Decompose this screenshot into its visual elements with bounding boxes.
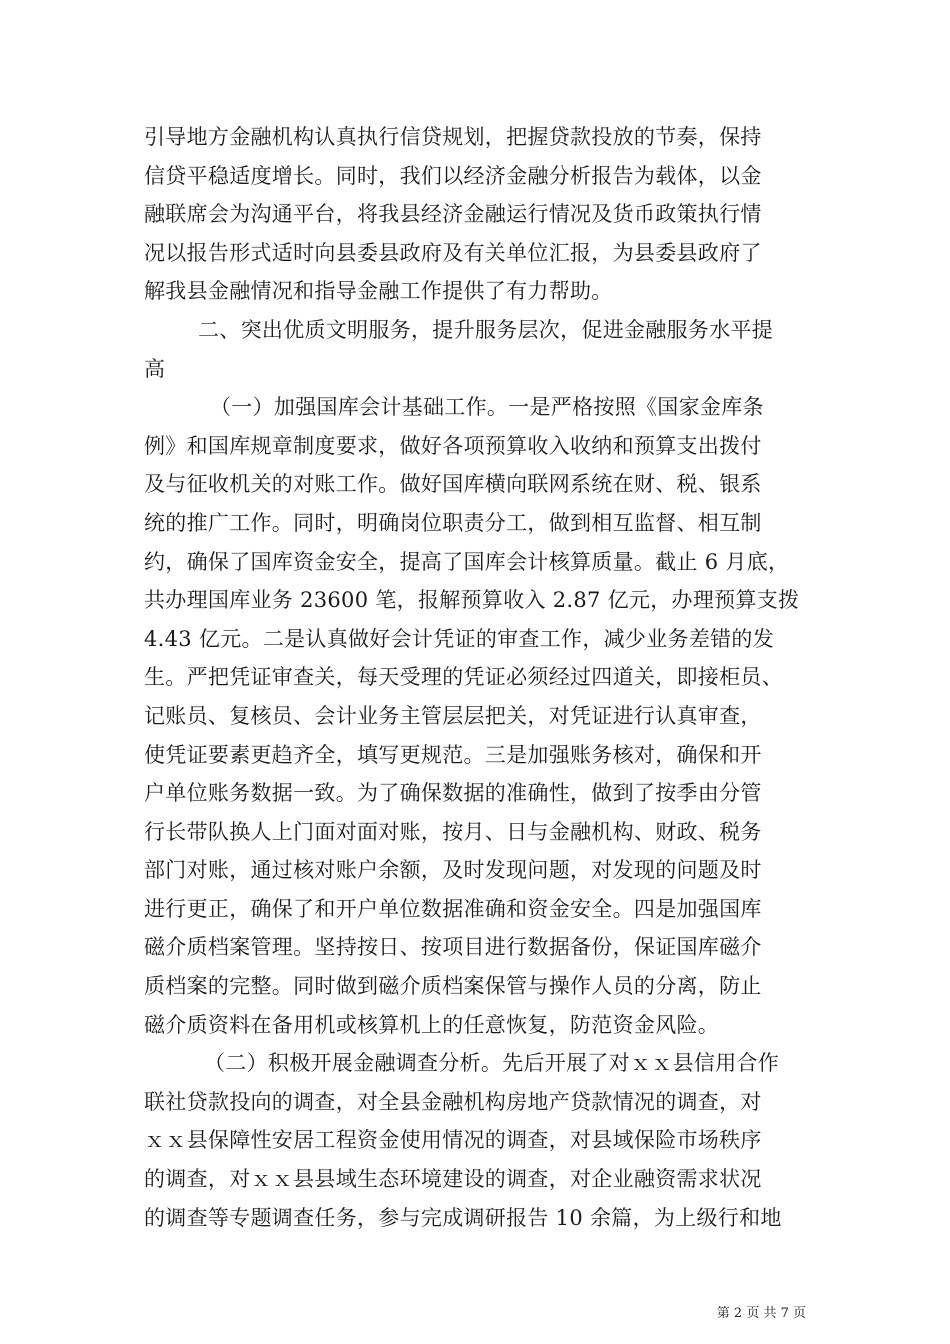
text-line: ｘｘ县保障性安居工程资金使用情况的调查，对县域保险市场秩序 [144,1128,762,1153]
text-line: 进行更正，确保了和开户单位数据准确和资金安全。四是加强国库 [144,896,762,921]
text-line: 例》和国库规章制度要求，做好各项预算收入收纳和预算支出拨付 [144,433,762,458]
text-line: 及与征收机关的对账工作。做好国库横向联网系统在财、税、银系 [144,472,762,497]
text-line: 联社贷款投向的调查，对全县金融机构房地产贷款情况的调查，对 [144,1089,762,1114]
text-line: 生。严把凭证审查关，每天受理的凭证必须经过四道关，即接柜员、 [144,665,783,690]
text-line: 质档案的完整。同时做到磁介质档案保管与操作人员的分离，防止 [144,974,762,999]
text-line: 行长带队换人上门面对面对账，按月、日与金融机构、财政、税务 [144,819,762,844]
text-line: 使凭证要素更趋齐全，填写更规范。三是加强账务核对，确保和开 [144,742,762,767]
text-line: 共办理国库业务 23600 笔，报解预算收入 2.87 亿元，办理预算支拨 [144,588,800,613]
section-heading-continuation: 高 [144,356,166,381]
text-line: 解我县金融情况和指导金融工作提供了有力帮助。 [144,279,613,304]
text-line: 磁介质档案管理。坚持按日、按项目进行数据备份，保证国库磁介 [144,935,762,960]
text-line: 4.43 亿元。二是认真做好会计凭证的审查工作，减少业务差错的发 [144,626,775,651]
text-line: 的调查，对ｘｘ县县域生态环境建设的调查，对企业融资需求状况 [144,1167,762,1192]
text-line: 信贷平稳适度增长。同时，我们以经济金融分析报告为载体，以金 [144,163,762,188]
text-line: 约，确保了国库资金安全，提高了国库会计核算质量。截止 6 月底， [144,549,790,574]
text-line: 记账员、复核员、会计业务主管层层把关，对凭证进行认真审查， [144,703,762,728]
subsection-heading-line: （一）加强国库会计基础工作。一是严格按照《国家金库条 [210,395,764,420]
text-line: 户单位账务数据一致。为了确保数据的准确性，做到了按季由分管 [144,781,762,806]
text-line: 统的推广工作。同时，明确岗位职责分工，做到相互监督、相互制 [144,510,762,535]
text-line: 部门对账，通过核对账户余额，及时发现问题，对发现的问题及时 [144,858,762,883]
page-number: 第 2 页 共 7 页 [716,1306,806,1321]
text-line: 融联席会为沟通平台，将我县经济金融运行情况及货币政策执行情 [144,202,762,227]
text-line: 引导地方金融机构认真执行信贷规划，把握贷款投放的节奏，保持 [144,125,762,149]
text-line: 况以报告形式适时向县委县政府及有关单位汇报，为县委县政府了 [144,240,762,265]
body-text [144,118,810,1237]
text-line: 磁介质资料在备用机或核算机上的任意恢复，防范资金风险。 [144,1012,720,1037]
text-line: 的调查等专题调查任务，参与完成调研报告 10 余篇，为上级行和地 [144,1205,782,1230]
subsection-heading-line: （二）积极开展金融调查分析。先后开展了对ｘｘ县信用合作 [204,1051,780,1076]
section-heading: 二、突出优质文明服务，提升服务层次，促进金融服务水平提 [198,317,774,342]
